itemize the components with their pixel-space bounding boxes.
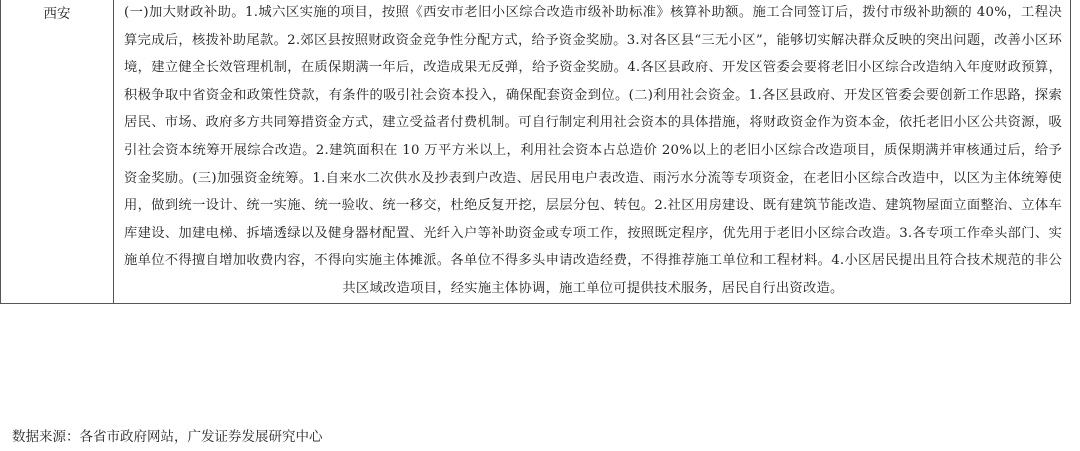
table-row <box>1 0 1071 303</box>
city-cell: 西安 <box>1 0 114 303</box>
data-source-note: 数据来源：各省市政府网站，广发证券发展研究中心 <box>12 429 323 445</box>
policy-text-cell: (一)加大财政补助。1.城六区实施的项目，按照《西安市老旧小区综合改造市级补助标准》核算补助额。施工合同签订后，拨付市级补助额的 40%，工程决算完成后，核拨补助尾款。2.郊区县按照财政资金竞争性分配方式，给予资金奖励。3.对各区县“三无小区”，能够切实解决群众反映的突出问题，改善小区环境，建立健全长效管理机制，在质保期满一年后，改造成果无反弹，给予资金奖励。4.各区县政府、开发区管委会要将老旧小区综合改造纳入年度财政预算，积极争取中省资金和政策性贷款，有条件的吸引社会资本投入，确保配套资金到位。(二)利用社会资金。1.各区县政府、开发区管委会要创新工作思路，探索居民、市场、政府多方共同筹措资金方式，建立受益者付费机制。可自行制定利用社会资本的具体措施，将财政资金作为资本金，依托老旧小区公共资源，吸引社会资本统筹开展综合改造。2.建筑面积在 10 万平方米以上，利用社会资本占总造价 20%以上的老旧小区综合改造项目，质保期满并审核通过后，给予资金奖励。(三)加强资金统筹。1.自来水二次供水及抄表到户改造、居民用电户表改造、雨污水分流等专项资金，在老旧小区综合改造中，以区为主体统筹使用，做到统一设计、统一实施、统一验收、统一移交，杜绝反复开挖，层层分包、转包。2.社区用房建设、既有建筑节能改造、建筑物屋面立面整治、立体车库建设、加建电梯、拆墙透绿以及健身器材配置、光纤入户等补助资金或专项工作，按照既定程序，优先用于老旧小区综合改造。3.各专项工作牵头部门、实施单位不得擅自增加收费内容，不得向实施主体摊派。各单位不得多头申请改造经费，不得推荐施工单位和工程材料。4.小区居民提出且符合技术规范的非公共区域改造项目，经实施主体协调，施工单位可提供技术服务，居民自行出资改造。 <box>114 0 1071 303</box>
